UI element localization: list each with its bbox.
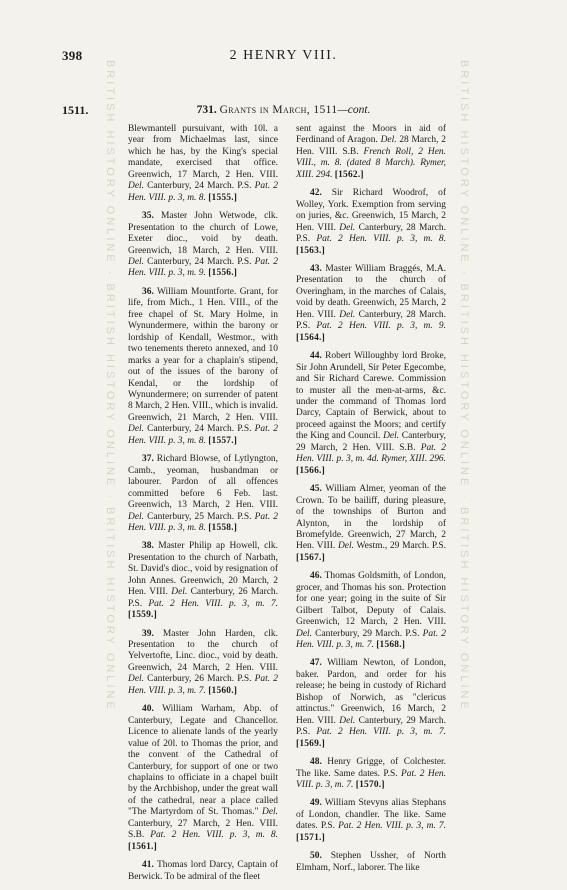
watermark-left: BRITISH HISTORY ONLINE · BRITISH HISTORY ONLINE · BRITISH HISTORY ONLINE <box>104 60 116 712</box>
entry-reference-number: [1567.] <box>296 552 325 563</box>
entry-patent-reference: French Roll, 2 Hen. VIII., m. 8. (dated 8 March). Rymer, XIII. 294. <box>296 146 447 180</box>
calendar-entry <box>296 571 446 651</box>
entry-reference-number: [1560.] <box>208 685 238 696</box>
calendar-entry <box>296 124 446 181</box>
entry-delivered: Del. <box>128 256 144 267</box>
entry-delivered: Del. <box>128 181 144 192</box>
entry-reference-number: [1570.] <box>355 780 385 791</box>
calendar-entry <box>296 484 446 564</box>
entry-text: Master Philip ap Howell, clk. Presentation to the church of Narbath, St. David's dioc., void by resignation of John Annes. Greenwich, 20 March, 2 Hen. VIII. <box>128 541 278 598</box>
entry-number: 40. <box>142 704 154 715</box>
section-heading <box>62 104 505 116</box>
entry-patent-reference: Pat. 2 Hen. VIII. p. 3, m. 8. <box>150 830 278 841</box>
entry-reference-number: [1562.] <box>334 169 364 180</box>
entry-text-continued: Canterbury, 24 March. P.S. <box>144 256 255 267</box>
calendar-entry <box>128 629 278 698</box>
entry-text: Master John Wetwode, clk. Presentation to the church of Lowe, Exeter dioc., void by death. Greenwich, 18 March, 2 Hen. VIII. <box>128 211 278 256</box>
year-margin: 1511. <box>62 103 89 117</box>
calendar-entry <box>128 541 278 621</box>
entry-text: Henry Grigge, of Colchester. The like. Same dates. P.S. <box>296 757 446 779</box>
entry-delivered: Del. <box>128 424 144 435</box>
entry-delivered: Del. <box>296 628 312 639</box>
entry-number: 35. <box>142 211 154 222</box>
entry-text-continued: Canterbury, 25 March. P.S. <box>144 511 255 522</box>
entry-delivered: Del. <box>128 511 144 522</box>
entry-text: Blewmantell pursuivant, with 10l. a year from Michaelmas last, since which he has, by the King's special mandate, exercised that office. Greenwich, 17 March, 2 Hen. VIII. <box>128 124 278 180</box>
entry-reference-number: [1555.] <box>208 192 238 203</box>
entry-delivered: Del. <box>262 807 278 818</box>
entry-number: 41. <box>142 860 154 871</box>
calendar-entry <box>296 798 446 844</box>
entry-text-continued: Canterbury, 29 March. P.S. <box>296 715 446 738</box>
entry-patent-reference: Pat. 2 Hen. VIII. p. 3, m. 9. <box>128 256 279 279</box>
calendar-entry <box>128 454 278 534</box>
entry-delivered: Del. <box>339 309 356 320</box>
calendar-entry <box>128 124 278 204</box>
entry-text-continued: Canterbury, 29 March. P.S. <box>312 628 423 639</box>
entry-delivered: Del. <box>171 587 188 598</box>
entry-reference-number: [1559.] <box>128 610 157 621</box>
entry-text: William Newton, of London, baker. Pardon, and order for his release; he being in custody of Richard Bishop of Norwich, as "clericus attinctus." Greenwich, 16 March, 2 Hen. VIII. <box>296 658 446 726</box>
entry-number: 47. <box>310 658 322 669</box>
entry-text-continued: Westm., 29 March. P.S. <box>353 541 446 552</box>
calendar-entry <box>128 211 278 280</box>
entry-number: 37. <box>142 454 154 465</box>
entry-delivered: Del. <box>339 222 356 233</box>
entry-patent-reference: Pat. 2 Hen. VIII. p. 3, m. 8. <box>128 424 279 446</box>
entry-number: 42. <box>310 188 322 199</box>
entry-number: 36. <box>142 286 154 297</box>
entry-patent-reference: Pat. 2 Hen. VIII. p. 3, m. 7. <box>128 674 279 696</box>
entry-reference-number: [1556.] <box>208 268 238 279</box>
entry-patent-reference: Pat. 2 Hen. VIII. p. 3, m. 7. <box>148 598 278 609</box>
entry-patent-reference: Pat. 2 Hen. VIII. p. 3, m. 9. <box>316 321 446 332</box>
entry-text: Stephen Ussher, of North Elmham, Norf., laborer. The like <box>296 851 446 873</box>
entry-patent-reference: Pat. 2 Hen. VIII. p. 3, m. 7. <box>296 628 447 651</box>
entry-number: 39. <box>142 628 154 639</box>
entry-delivered: Del. <box>337 541 354 552</box>
calendar-entry <box>128 704 278 853</box>
entry-number: 44. <box>310 351 322 362</box>
calendar-entry <box>296 188 446 257</box>
entry-number: 45. <box>310 484 322 495</box>
section-title: Grants in March, 1511 <box>219 104 338 116</box>
entry-number: 43. <box>310 263 322 274</box>
calendar-entry <box>128 287 278 447</box>
entry-text-continued: Canterbury, 28 March. P.S. <box>296 222 446 245</box>
entry-text: William Mountforte. Grant, for life, from Mich., 1 Hen. VIII., of the free chapel of St. Mary Holme, in Wynundermere, within the barony or lordship of Kendall, Westmor., with two tenements thereto annexed, and 10 marks a year for a chaplain's stipend, out of the issues of the barony of Kendal, or the lordship of Wynundermere; on surrender of patent 8 March, 2 Hen. VIII., which is invalid. Greenwich, 21 March, 2 Hen. VIII. <box>128 286 278 423</box>
entry-patent-reference: Pat. 2 Hen. VIII. p. 3, m. 8. <box>128 511 279 533</box>
entry-reference-number: [1563.] <box>296 245 325 256</box>
entry-delivered: Del. <box>128 674 144 685</box>
running-head: 2 HENRY VIII. <box>229 48 338 63</box>
calendar-entry <box>296 264 446 344</box>
entry-patent-reference: Pat. 2 Hen. VIII. p. 3, m. 7. <box>296 768 446 791</box>
entry-number: 38. <box>142 541 154 552</box>
section-number: 731. <box>196 104 217 116</box>
entry-delivered: Del. <box>380 135 397 146</box>
calendar-entry <box>296 851 446 874</box>
entry-reference-number: [1561.] <box>128 841 157 852</box>
entry-delivered: Del. <box>339 715 356 726</box>
entry-reference-number: [1564.] <box>296 332 325 343</box>
calendar-entry <box>128 860 278 883</box>
entry-reference-number: [1558.] <box>208 522 238 533</box>
entry-text-continued: Canterbury, 26 March. P.S. <box>128 587 278 609</box>
entry-reference-number: [1566.] <box>296 465 325 476</box>
entry-text: Richard Blowse, of Lytlyngton, Camb., yeoman, husbandman or labourer. Pardon of all offences committed before 6 Feb. last. Greenwich, 13 March, 2 Hen. VIII. <box>128 454 278 511</box>
entry-reference-number: [1557.] <box>208 435 238 446</box>
calendar-entry <box>296 658 446 750</box>
entry-patent-reference: Pat. 2 Hen. VIII. p. 3, m. 4d. Rymer, XIII. 296. <box>296 442 446 465</box>
watermark-right: BRITISH HISTORY ONLINE · BRITISH HISTORY ONLINE · BRITISH HISTORY ONLINE <box>458 60 470 712</box>
calendar-entry <box>296 351 446 477</box>
entry-text: sent against the Moors in aid of Ferdinand of Aragon. <box>296 124 446 146</box>
entry-patent-reference: Pat. 2 Hen. VIII. p. 3, m. 8. <box>316 234 446 245</box>
entry-text-continued: Canterbury, 27 March, 2 Hen. VIII. S.B. <box>128 818 278 841</box>
entry-reference-number: [1568.] <box>376 640 406 651</box>
entry-text-continued: 28 March, 2 Hen. VIII. S.B. <box>296 135 446 157</box>
right-column <box>296 124 446 881</box>
entry-text-continued: Canterbury, 24 March. P.S. <box>144 424 255 435</box>
entry-text: Sir Richard Woodrof, of Wolley, York. Exemption from serving on juries, &c. Greenwich, 15 March, 2 Hen. VIII. <box>296 188 446 233</box>
left-column <box>128 124 278 890</box>
entry-patent-reference: Pat. 2 Hen. VIII. p. 3, m. 7. <box>316 727 446 738</box>
entry-text: William Stevyns alias Stephans of London, chandler. The like. Same dates. P.S. <box>296 798 446 832</box>
entry-text-continued: Canterbury, 24 March. P.S. <box>144 181 255 192</box>
entry-text: William Almer, yeoman of the Crown. To be bailiff, during pleasure, of the townships of Burton and Alynton, in the lordship of Bromefylde. Greenwich, 27 March, 2 Hen. VIII. <box>296 484 446 552</box>
entry-reference-number: [1571.] <box>296 832 325 843</box>
page-number: 398 <box>62 48 83 63</box>
entry-text: Robert Willoughby lord Broke, Sir John Arundell, Sir Peter Egecombe, and Sir Richard Carewe. Commission to muster all the men-at-arms, &c. under the command of Thomas lord Darcy, Captain of Berwick, about to proceed against the Moors; and certify the King and Council. <box>296 351 446 442</box>
entry-number: 49. <box>310 798 322 809</box>
entry-text-continued: Canterbury, 29 March, 2 Hen. VIII. S.B. <box>296 431 446 453</box>
entry-text: William Warham, Abp. of Canterbury, Legate and Chancellor. Licence to alienate lands of the yearly value of 20l. to Thomas the prior, and the convent of the Cathedral of Canterbury, for support of one or two chaplains to officiate in a chapel built by the Archbishop, under the great wall of the cathedral, near a place called "The Martyrdom of St. Thomas." <box>128 704 278 818</box>
entry-text: Thomas Goldsmith, of London, grocer, and Thomas his son. Protection for one year; going in the suite of Sir Gilbert Talbot, Deputy of Calais. Greenwich, 12 March, 2 Hen. VIII. <box>296 571 446 628</box>
entry-number: 46. <box>310 571 322 582</box>
entry-patent-reference: Pat. 2 Hen. VIII. p. 3, m. 7. <box>338 821 446 832</box>
entry-number: 50. <box>310 851 322 862</box>
entry-delivered: Del. <box>383 431 400 442</box>
entry-text-continued: Canterbury, 28 March. P.S. <box>296 309 446 332</box>
entry-patent-reference: Pat. 2 Hen. VIII. p. 3, m. 8. <box>128 181 279 203</box>
entry-text-continued: Canterbury, 26 March. P.S. <box>144 674 255 685</box>
calendar-entry <box>296 757 446 791</box>
entry-reference-number: [1569.] <box>296 738 325 749</box>
entry-number: 48. <box>310 757 322 768</box>
entry-text: Thomas lord Darcy, Captain of Berwick. To be admiral of the fleet <box>128 860 278 882</box>
section-continued: —cont. <box>337 104 371 116</box>
entry-text: Master John Harden, clk. Presentation to the church of Yelvertofte, Linc. dioc., void by death. Greenwich, 24 March, 2 Hen. VIII. <box>128 628 278 673</box>
entry-text: Master William Braggés, M.A. Presentation to the church of Overingham, in the marches of Calais, void by death. Greenwich, 25 March, 2 Hen. VIII. <box>296 263 446 320</box>
